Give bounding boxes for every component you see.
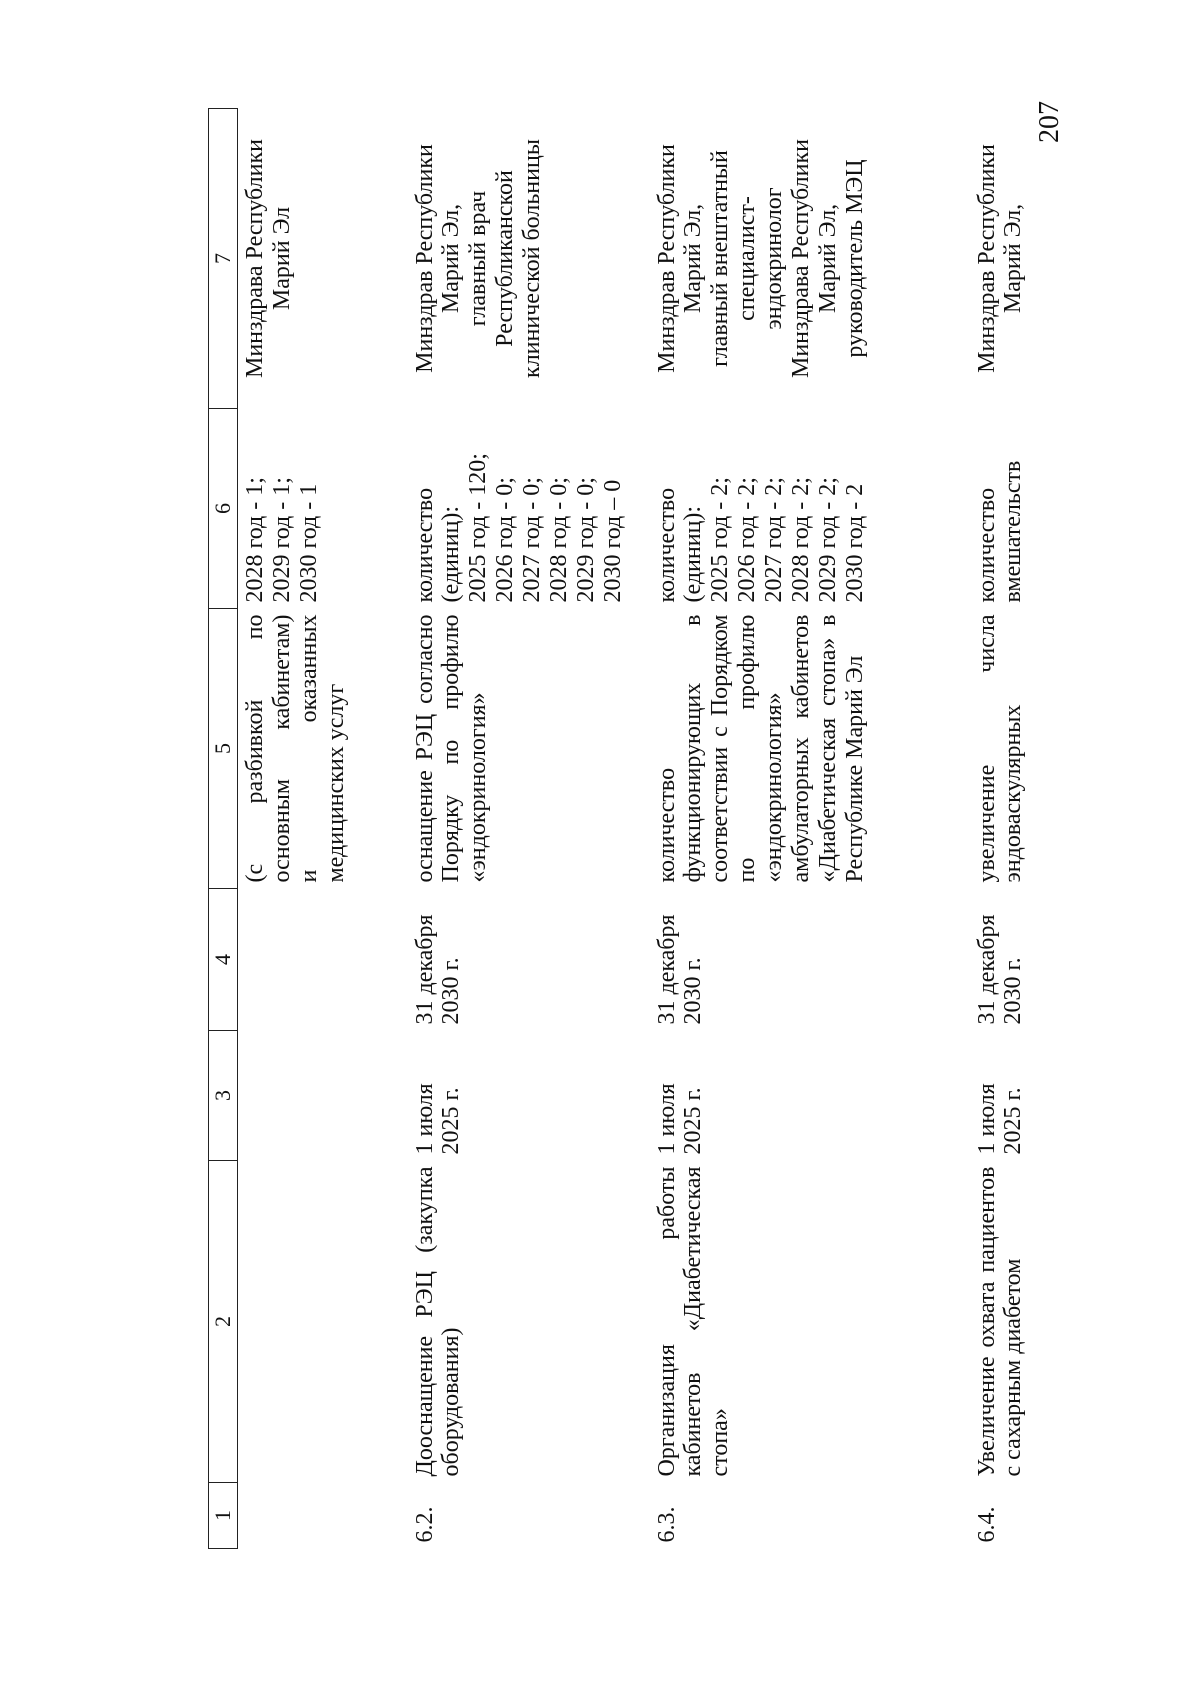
continuation-values: 2028 год - 1; 2029 год - 1; 2030 год - 1: [242, 477, 322, 603]
row-name: Организация работы кабинетов «Диабетическая стопа»: [653, 1166, 734, 1477]
row-name: Дооснащение РЭЦ (закупка оборудования): [411, 1166, 465, 1477]
continuation-row: [238, 109, 408, 1549]
header-row: [209, 109, 238, 1549]
row-end: 31 декабря 2030 г.: [973, 914, 1027, 1025]
row-number: 6.3.: [653, 1506, 680, 1543]
table-row: [408, 109, 650, 1549]
row-values: количество вмешательств: [973, 460, 1027, 603]
table-row: [650, 109, 970, 1549]
table-row: [970, 109, 1050, 1549]
header-col-4: 4: [209, 889, 238, 1031]
row-number: 6.2.: [411, 1506, 438, 1543]
row-name: Увеличение охвата пациентов с сахарным диабетом: [973, 1166, 1027, 1477]
row-responsible: Минздрав Республики Марий Эл, главный врач Республиканской клинической больницы: [411, 139, 545, 378]
row-responsible: Минздрав Республики Марий Эл,: [973, 144, 1027, 373]
row-start: 1 июля 2025 г.: [973, 1083, 1027, 1155]
page-number: 207: [1034, 101, 1065, 143]
continuation-indicator: (с разбивкой по основным кабинетам) и оказанных медицинских услуг: [242, 614, 349, 883]
row-values: количество (единиц): 2025 год - 2; 2026 год - 2; 2027 год - 2; 2028 год - 2; 2029 год - 2; 2030 год - 2: [653, 477, 868, 603]
plan-table: [208, 109, 1200, 1549]
row-values: количество (единиц): 2025 год - 120; 2026 год - 0; 2027 год - 0; 2028 год - 0; 2029 год - 0; 2030 год – 0: [411, 453, 626, 603]
header-col-3: 3: [209, 1031, 238, 1161]
header-col-5: 5: [209, 609, 238, 889]
row-responsible: Минздрав Республики Марий Эл, главный внештатный специалист- эндокринолог Минздрава Республики Марий Эл, руководитель МЭЦ: [653, 139, 868, 379]
header-col-2: 2: [209, 1161, 238, 1483]
header-col-7: 7: [209, 109, 238, 409]
row-end: 31 декабря 2030 г.: [411, 914, 465, 1025]
row-end: 31 декабря 2030 г.: [653, 914, 707, 1025]
row-start: 1 июля 2025 г.: [653, 1083, 707, 1155]
continuation-responsible: Минздрава Республики Марий Эл: [242, 139, 295, 379]
header-col-1: 1: [209, 1483, 238, 1549]
row-start: 1 июля 2025 г.: [411, 1083, 465, 1155]
row-indicator: увеличение числа эндоваскулярных: [973, 614, 1027, 883]
row-indicator: количество функционирующих в соответствии с Порядком по профилю «эндокринология» амбулаторных кабинетов «Диабетическая стопа» в Республике Марий Эл: [653, 614, 868, 883]
row-number: 6.4.: [973, 1506, 1000, 1543]
header-col-6: 6: [209, 409, 238, 609]
row-indicator: оснащение РЭЦ согласно Порядку по профилю «эндокринология»: [411, 614, 492, 883]
